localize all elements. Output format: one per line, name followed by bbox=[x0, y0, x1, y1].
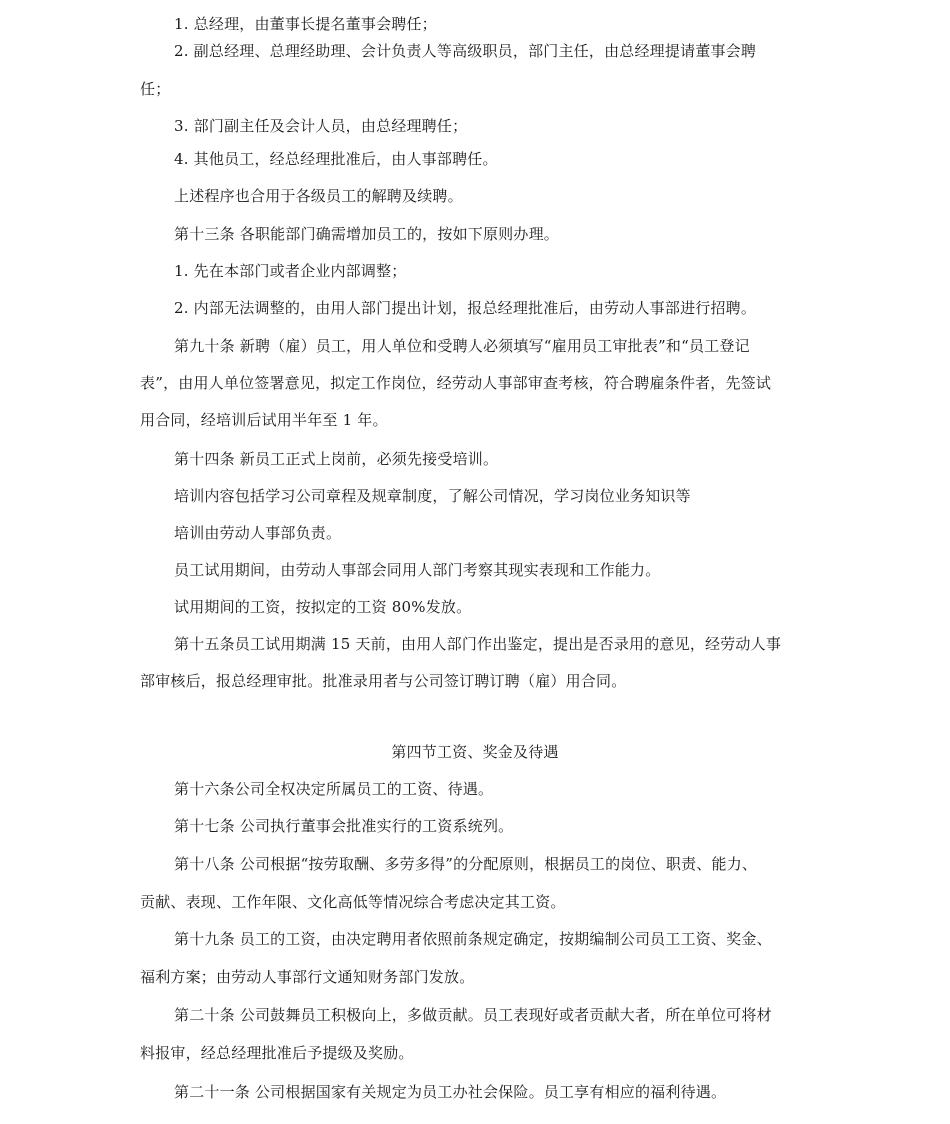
paragraph-line: 表”，由用人单位签署意见，拟定工作岗位，经劳动人事部审查考核，符合聘雇条件者，先签试 bbox=[140, 374, 772, 392]
section-article: 第十五条员工试用期满 15 天前，由用人部门作出鉴定，提出是否录用的意见，经劳动人事 bbox=[174, 635, 782, 653]
paragraph-line: 任； bbox=[140, 80, 171, 98]
section-article: 第十八条 公司根据“按劳取酬、多劳多得”的分配原则，根据员工的岗位、职责、能力、 bbox=[174, 855, 758, 873]
section-article: 第十四条 新员工正式上岗前，必须先接受培训。 bbox=[174, 450, 499, 468]
paragraph-line: 4. 其他员工，经总经理批准后，由人事部聘任。 bbox=[174, 150, 498, 168]
section-article: 第二十条 公司鼓舞员工积极向上，多做贡献。员工表现好或者贡献大者，所在单位可将材 bbox=[174, 1006, 772, 1024]
section-article: 第十七条 公司执行董事会批准实行的工资系统列。 bbox=[174, 817, 514, 835]
paragraph-line: 1. 总经理，由董事长提名董事会聘任； bbox=[174, 15, 437, 33]
section-article: 第十六条公司全权决定所属员工的工资、待遇。 bbox=[174, 780, 494, 798]
paragraph-line: 3. 部门副主任及会计人员，由总经理聘任； bbox=[174, 117, 468, 135]
paragraph-line: 2. 内部无法调整的，由用人部门提出计划，报总经理批准后，由劳动人事部进行招聘。 bbox=[174, 299, 757, 317]
paragraph-line: 试用期间的工资，按拟定的工资 80%发放。 bbox=[174, 598, 472, 616]
section-article: 第二十一条 公司根据国家有关规定为员工办社会保险。员工享有相应的福利待遇。 bbox=[174, 1083, 727, 1101]
section-article: 第十三条 各职能部门确需增加员工的，按如下原则办理。 bbox=[174, 225, 559, 243]
section-article: 第九十条 新聘（雇）员工，用人单位和受聘人必须填写“雇用员工审批表”和“员工登记 bbox=[174, 337, 750, 355]
paragraph-line: 上述程序也合用于各级员工的解聘及续聘。 bbox=[174, 187, 463, 205]
section-article: 第十九条 员工的工资，由决定聘用者依照前条规定确定，按期编制公司员工工资、奖金、 bbox=[174, 930, 772, 948]
paragraph-line: 员工试用期间，由劳动人事部会同用人部门考察其现实表现和工作能力。 bbox=[174, 561, 661, 579]
paragraph-line: 1. 先在本部门或者企业内部调整； bbox=[174, 262, 407, 280]
paragraph-line: 部审核后，报总经理审批。批准录用者与公司签订聘订聘（雇）用合同。 bbox=[140, 672, 627, 690]
paragraph-line: 福利方案；由劳动人事部行文通知财务部门发放。 bbox=[140, 968, 475, 986]
paragraph-line: 2. 副总经理、总理经助理、会计负责人等高级职员，部门主任，由总经理提请董事会聘 bbox=[174, 42, 757, 60]
paragraph-line: 贡献、表现、工作年限、文化高低等情况综合考虑决定其工资。 bbox=[140, 893, 566, 911]
paragraph-line: 培训由劳动人事部负责。 bbox=[174, 524, 342, 542]
section-heading: 第四节工资、奖金及待遇 bbox=[391, 743, 559, 761]
paragraph-line: 用合同，经培训后试用半年至 1 年。 bbox=[140, 411, 388, 429]
paragraph-line: 料报审，经总经理批准后予提级及奖励。 bbox=[140, 1044, 414, 1062]
paragraph-line: 培训内容包括学习公司章程及规章制度，了解公司情况，学习岗位业务知识等 bbox=[174, 487, 691, 505]
